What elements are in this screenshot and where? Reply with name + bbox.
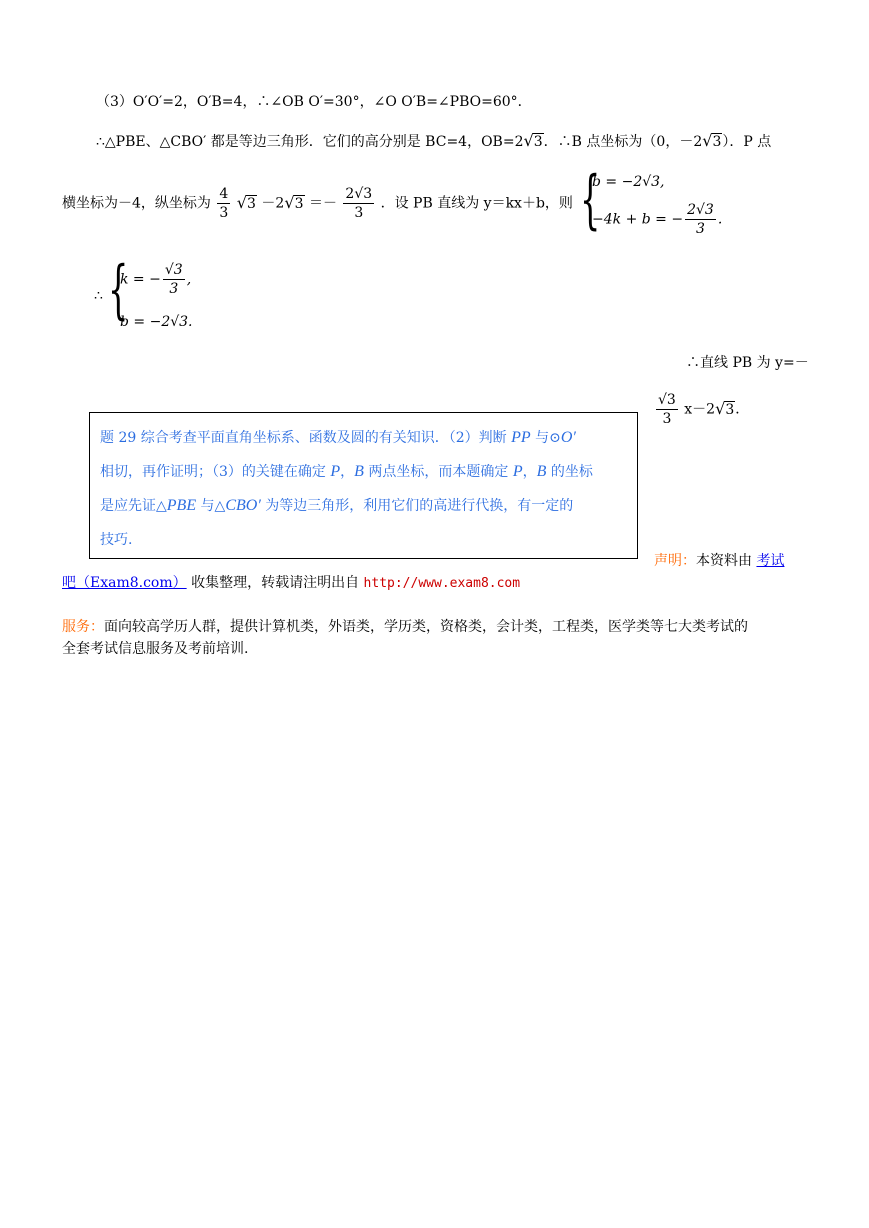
equilateral-text: ∴△PBE、△CBO′ 都是等边三角形．它们的高分别是 BC=4，OB=2 bbox=[96, 134, 524, 150]
sqrt-3: √3 bbox=[284, 192, 304, 212]
commentary-box bbox=[89, 412, 638, 559]
left-brace: { bbox=[580, 163, 601, 237]
line-pb-equation: $\frac{√3}{3}$ x－2√3． bbox=[658, 392, 750, 428]
commentary-line-2: 相切，再作证明；（3）的关键在确定 P，B 两点坐标，而本题确定 P，B 的坐标 bbox=[100, 463, 593, 480]
sqrt-3: √3 bbox=[236, 192, 256, 212]
declaration-text: 本资料由 bbox=[696, 553, 757, 569]
minus-term: －2 bbox=[261, 195, 285, 212]
left-brace: { bbox=[108, 253, 129, 327]
declaration-line-2 bbox=[62, 572, 520, 592]
sqrt-3: √3 bbox=[523, 131, 543, 150]
p-point-text: ）．P 点 bbox=[722, 134, 772, 150]
solution-line-equilateral bbox=[96, 131, 771, 151]
exam8-link[interactable]: 考试 bbox=[756, 553, 785, 569]
b-coordinate-text: ．∴B 点坐标为（0，－2 bbox=[543, 134, 703, 150]
declaration-line-1 bbox=[654, 550, 784, 570]
commentary-line-1: 题 29 综合考查平面直角坐标系、函数及圆的有关知识．（2）判断 PP 与⊙O′ bbox=[100, 429, 576, 446]
exam8-url[interactable]: http://www.exam8.com bbox=[363, 576, 521, 591]
service-line-1 bbox=[62, 616, 748, 636]
service-text: 面向较高学历人群，提供计算机类，外语类，学历类，资格类，会计类，工程类，医学类等七大类考试的 bbox=[104, 619, 748, 635]
result-b: b = −2√3. bbox=[120, 314, 193, 330]
coordinate-text: 横坐标为－4，纵坐标为 bbox=[62, 195, 211, 212]
service-line-2: 全套考试信息服务及考前培训. bbox=[62, 641, 249, 657]
sqrt-3: √3 bbox=[702, 131, 722, 150]
service-label: 服务： bbox=[62, 619, 104, 635]
declaration-rest: 收集整理，转载请注明出自 bbox=[186, 575, 364, 591]
declaration-label: 声明： bbox=[654, 553, 696, 569]
fraction-4-3: $\frac{4}{3}$ bbox=[219, 186, 229, 222]
commentary-line-3: 是应先证△PBE 与△CBO′ 为等边三角形，利用它们的高进行代换，有一定的 bbox=[100, 497, 574, 514]
equals-sign: ＝－ bbox=[308, 195, 337, 212]
line-pb-conclusion: ∴直线 PB 为 y=－ bbox=[686, 355, 809, 371]
exam8-link[interactable]: 吧（Exam8.com） bbox=[62, 575, 187, 591]
solution-line-3: （3）O′O′=2，O′B=4，∴∠OB O′=30°，∠O O′B=∠PBO=60°． bbox=[96, 94, 532, 110]
line-equation-text: ．设 PB 直线为 y＝kx＋b，则 bbox=[380, 195, 573, 212]
therefore-symbol: ∴ bbox=[94, 288, 103, 304]
solution-line-coordinates bbox=[62, 186, 573, 221]
result-k: k = − $\frac{√3}{3}$ , bbox=[120, 262, 192, 298]
system-eq1: b = −2√3, bbox=[592, 174, 665, 190]
system-eq2: −4k + b = − $\frac{2√3}{3}$ . bbox=[592, 202, 723, 238]
fraction-2sqrt3-3: $\frac{2√3}{3}$ bbox=[345, 186, 373, 222]
commentary-line-4: 技巧. bbox=[100, 532, 133, 548]
